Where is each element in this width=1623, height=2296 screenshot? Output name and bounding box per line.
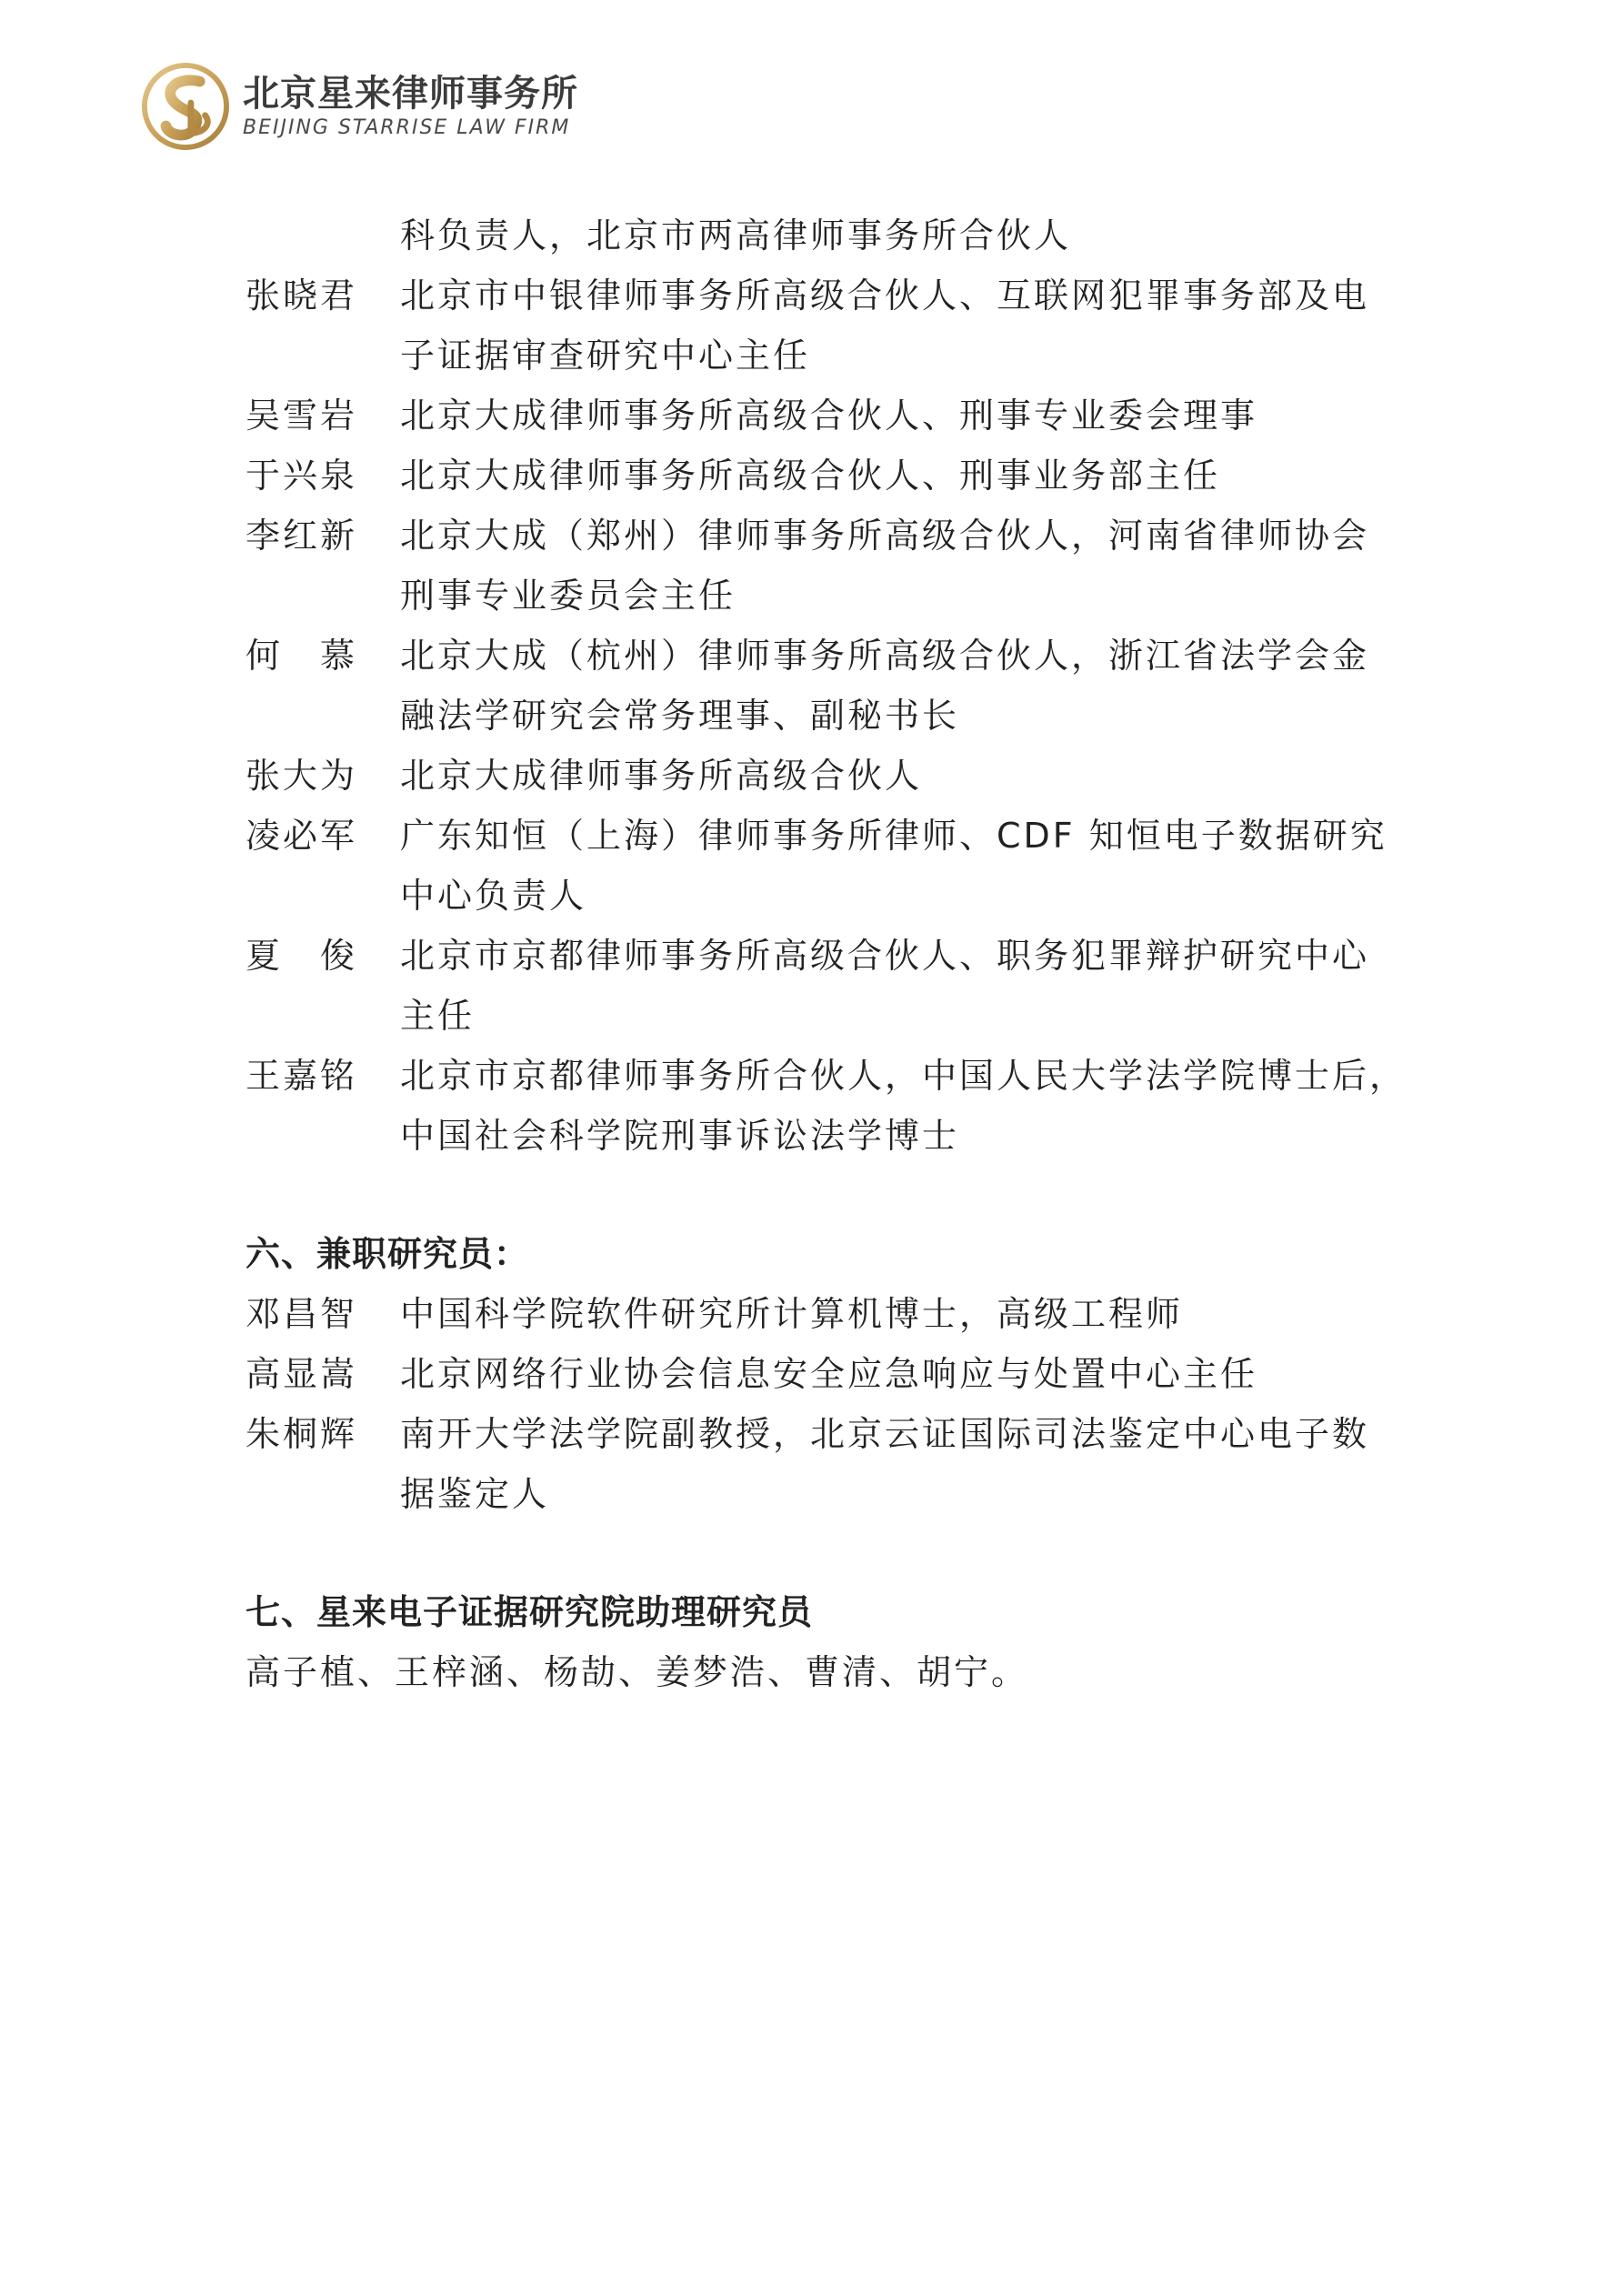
member-desc [400, 1404, 1428, 1524]
member-name: 邓昌智 [245, 1294, 358, 1334]
member-name: 王嘉铭 [245, 1056, 358, 1096]
member-name-char: 何 [245, 636, 281, 676]
member-name-char: 慕 [319, 636, 355, 676]
member-entry [245, 1404, 1428, 1524]
member-desc-line: 中国社会科学院刑事诉讼法学博士 [400, 1116, 960, 1156]
firm-name-cn: 北京星来律师事务所 [243, 73, 578, 115]
assistant-researchers-list: 高子植、王梓涵、杨劼、姜梦浩、曹清、胡宁。 [245, 1652, 1029, 1692]
firm-name-en: BEIJING STARRISE LAW FIRM [243, 116, 571, 139]
member-desc-line: 北京市中银律师事务所高级合伙人、互联网犯罪事务部及电 [400, 276, 1370, 316]
member-entry [245, 746, 1428, 806]
member-entry [245, 446, 1428, 506]
member-entry [245, 266, 1428, 386]
member-name: 张大为 [245, 756, 358, 796]
member-desc [400, 746, 1428, 806]
member-desc-line: 北京大成（杭州）律师事务所高级合伙人，浙江省法学会金 [400, 636, 1370, 676]
member-name: 高显嵩 [245, 1354, 358, 1394]
member-entry [245, 626, 1428, 746]
member-entry [245, 1344, 1428, 1404]
member-desc-line: 据鉴定人 [400, 1474, 550, 1514]
member-desc-line: 中国科学院软件研究所计算机博士，高级工程师 [400, 1294, 1184, 1334]
member-desc-line: 北京市京都律师事务所高级合伙人、职务犯罪辩护研究中心 [400, 936, 1370, 976]
member-desc [400, 806, 1428, 926]
section-title-part-time-researchers: 六、兼职研究员： [245, 1234, 530, 1274]
section-title-assistant-researchers: 七、星来电子证据研究院助理研究员 [245, 1592, 814, 1632]
member-desc-line: 北京大成律师事务所高级合伙人 [400, 756, 923, 796]
member-name: 于兴泉 [245, 456, 358, 496]
member-desc-line: 刑事专业委员会主任 [400, 576, 736, 616]
member-desc-line: 主任 [400, 996, 476, 1036]
member-desc [400, 446, 1428, 506]
member-desc-line: 中心负责人 [400, 876, 587, 916]
member-desc-line: 广东知恒（上海）律师事务所律师、CDF 知恒电子数据研究 [400, 816, 1388, 856]
continuation-line: 科负责人，北京市两高律师事务所合伙人 [400, 216, 1072, 256]
member-desc [400, 266, 1428, 386]
member-name: 张晓君 [245, 276, 358, 316]
member-entry [245, 506, 1428, 626]
member-desc [400, 926, 1428, 1046]
member-name: 凌必军 [245, 816, 358, 856]
member-entry [245, 1046, 1428, 1166]
member-desc [400, 1046, 1428, 1166]
member-desc-line: 南开大学法学院副教授，北京云证国际司法鉴定中心电子数 [400, 1414, 1370, 1454]
member-name: 朱桐辉 [245, 1414, 358, 1454]
member-desc-line: 北京大成律师事务所高级合伙人、刑事业务部主任 [400, 456, 1221, 496]
member-name [245, 926, 355, 1046]
member-name-char: 夏 [245, 936, 281, 976]
member-desc [400, 1344, 1428, 1404]
member-desc-line: 北京大成律师事务所高级合伙人、刑事专业委会理事 [400, 396, 1258, 436]
member-name: 李红新 [245, 516, 358, 556]
member-desc-line: 北京大成（郑州）律师事务所高级合伙人，河南省律师协会 [400, 516, 1370, 556]
member-desc [400, 1284, 1428, 1344]
member-name: 吴雪岩 [245, 396, 358, 436]
member-name [245, 626, 355, 746]
member-desc-line: 北京网络行业协会信息安全应急响应与处置中心主任 [400, 1354, 1258, 1394]
member-entry [245, 1284, 1428, 1344]
member-desc-line: 北京市京都律师事务所合伙人，中国人民大学法学院博士后， [400, 1056, 1408, 1096]
firm-name-block [243, 72, 578, 141]
member-desc-line: 子证据审查研究中心主任 [400, 336, 811, 376]
member-desc [400, 386, 1428, 446]
starrise-logo-icon [141, 62, 230, 151]
page-header [141, 56, 578, 156]
member-desc [400, 626, 1428, 746]
member-entry [245, 386, 1428, 446]
member-name-char: 俊 [319, 936, 355, 976]
member-entry [245, 926, 1428, 1046]
member-desc [400, 506, 1428, 626]
document-body [245, 206, 1428, 1702]
member-desc-line: 融法学研究会常务理事、副秘书长 [400, 696, 960, 736]
member-entry [245, 806, 1428, 926]
